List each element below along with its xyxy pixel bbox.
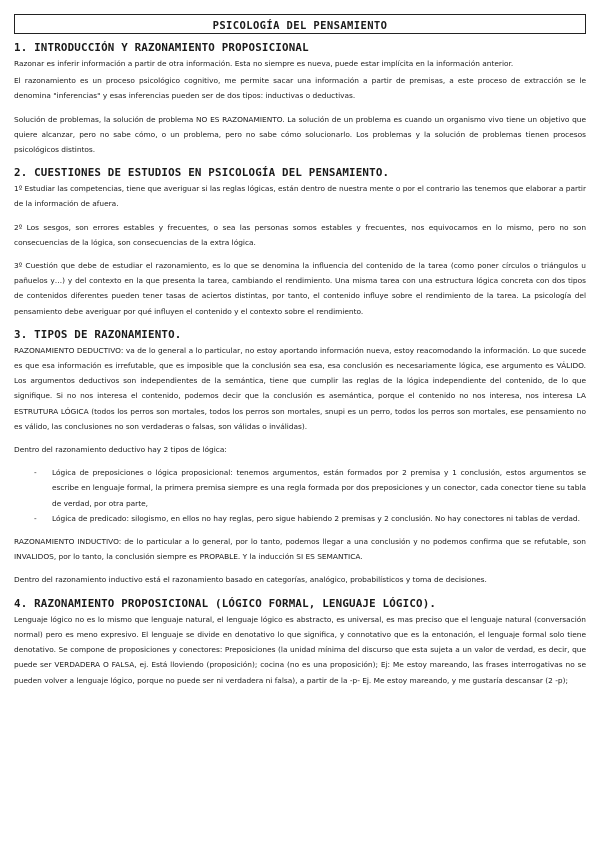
section-heading-2: 2. CUESTIONES DE ESTUDIOS EN PSICOLOGÍA DEL PENSAMIENTO. xyxy=(14,166,390,180)
section-heading-1: 1. INTRODUCCIÓN Y RAZONAMIENTO PROPOSICIONAL xyxy=(14,41,309,54)
paragraph: 2º Los sesgos, son errores estables y frecuentes, o sea las personas somos estables y frecuentes, nos equivocamos en lo mismo, pero no son consecuencias de la lógica, son consecuencias de la extra lógica. xyxy=(14,222,586,247)
paragraph: 1º Estudiar las competencias, tiene que averiguar si las reglas lógicas, están dentro de nuestra mente o por el contrario las tenemos que elaborar a partir de la información de afuera. xyxy=(14,184,587,209)
paragraph: RAZONAMIENTO DEDUCTIVO: va de lo general a lo particular, no estoy aportando información nueva, estoy reacomodando la información. Lo que sucede es que esa información es irrefutable, que es imposible que la conclusión sea esa, esa conclusión es necesariamente lógica, ese argumento es VÁLIDO. Los argumentos deductivos son independientes de la semántica, tiene que cumplir las reglas de la lógica independiente del contenido, de lo que signifique. Si no nos interesa el contenido, podemos decir que la conclusión es asemántica, porque el contenido no nos interesa, nos interesa LA ESTRUTURA LÓGICA (todos los perros son mortales, todos los perros son mortales, snupi es un perro, todos los perros son mortales, ese pensamiento no es válido, las conclusiones no son verdaderas o falsas, son válidas o inválidas). xyxy=(14,345,586,431)
paragraph: Solución de problemas, la solución de problema NO ES RAZONAMIENTO. La solución de un problema es cuando un organismo vivo tiene un objetivo que quiere alcanzar, pero no sabe cómo, o un problema, pero no sabe cómo solucionarlo. Los problemas y la solución de problemas tienen procesos psicológicos distintos. xyxy=(14,114,586,155)
paragraph: Razonar es inferir información a partir de otra información. Esta no siempre es nueva, puede estar implícita en la información anterior. xyxy=(14,59,514,68)
paragraph: Lenguaje lógico no es lo mismo que lenguaje natural, el lenguaje lógico es abstracto, es universal, es mas preciso que el lenguaje natural (conversación normal) pero es meno expresivo. El lenguaje se divide en denotativo lo que significa, y connotativo que es la entonación, el lenguaje formal solo tiene denotativo. Se compone de proposiciones y conectores: Preposiciones (la unidad mínima del discurso que esta sujeta a un valor de verdad, es decir, que puede ser VERDADERA O FALSA, ej. Está lloviendo (proposición); cocina (no es una proposición); Ej: Me estoy mareando, las frases interrogativas no se pueden volver a lenguaje lógico, porque no puede ser ni verdadera ni falsa), a partir de la -p- Ej. Me estoy mareando, y me gustaría descansar (2 -p); xyxy=(14,614,586,685)
paragraph: El razonamiento es un proceso psicológico cognitivo, me permite sacar una información a partir de premisas, a este proceso de extracción se le denomina "inferencias" y esas inferencias pueden ser de dos tipos: inductivas o deductivas. xyxy=(14,76,586,101)
title-box xyxy=(14,14,586,34)
paragraph: Dentro del razonamiento inductivo está el razonamiento basado en categorías, analógico, probabilísticos y toma de decisiones. xyxy=(14,575,487,585)
paragraph: Dentro del razonamiento deductivo hay 2 tipos de lógica: xyxy=(14,445,227,455)
section-heading-3: 3. TIPOS DE RAZONAMIENTO. xyxy=(14,327,182,341)
section-heading-4: 4. RAZONAMIENTO PROPOSICIONAL (LÓGICO FORMAL, LENGUAJE LÓGICO). xyxy=(14,596,437,610)
dash-bullet: - xyxy=(34,468,37,478)
list-item: - Lógica de predicado: silogismo, en ellos no hay reglas, pero sigue habiendo 2 premisas y 2 conclusión. No hay conectores ni tablas de verdad. xyxy=(34,511,586,526)
list-item: - Lógica de preposiciones o lógica proposicional: tenemos argumentos, están formados por 2 premisa y 1 conclusión, estos argumentos se escribe en lenguaje formal, la primera premisa siempre es una regla formada por dos preposiciones y un conector, cada conector tiene su tabla de verdad, por otra parte, xyxy=(34,465,586,511)
paragraph: RAZONAMIENTO INDUCTIVO: de lo particular a lo general, por lo tanto, podemos llegar a una conclusión y no podemos confirma que se refutable, son INVALIDOS, por lo tanto, la conclusión siempre es PROPABLE. Y la inducción SI ES SEMANTICA. xyxy=(14,537,586,562)
paragraph: 3º Cuestión que debe de estudiar el razonamiento, es lo que se denomina la influencia del contenido de la tarea (como poner círculos o triángulos u pañuelos y…) y del contexto en la que presenta la tarea, cambiando el rendimiento. Una misma tarea con una estructura lógica concreta con dos tipos de contenidos diferentes pueden tener tasas de aciertos distintas, por tanto, el contenido influye sobre el rendimiento de la tarea. La psicología del pensamiento debe averiguar por qué influyen el contenido y el contexto sobre el rendimiento. xyxy=(14,261,586,316)
dash-bullet: - xyxy=(34,513,37,523)
logic-types-list xyxy=(14,465,586,526)
page-title: PSICOLOGÍA DEL PENSAMIENTO xyxy=(212,20,388,32)
